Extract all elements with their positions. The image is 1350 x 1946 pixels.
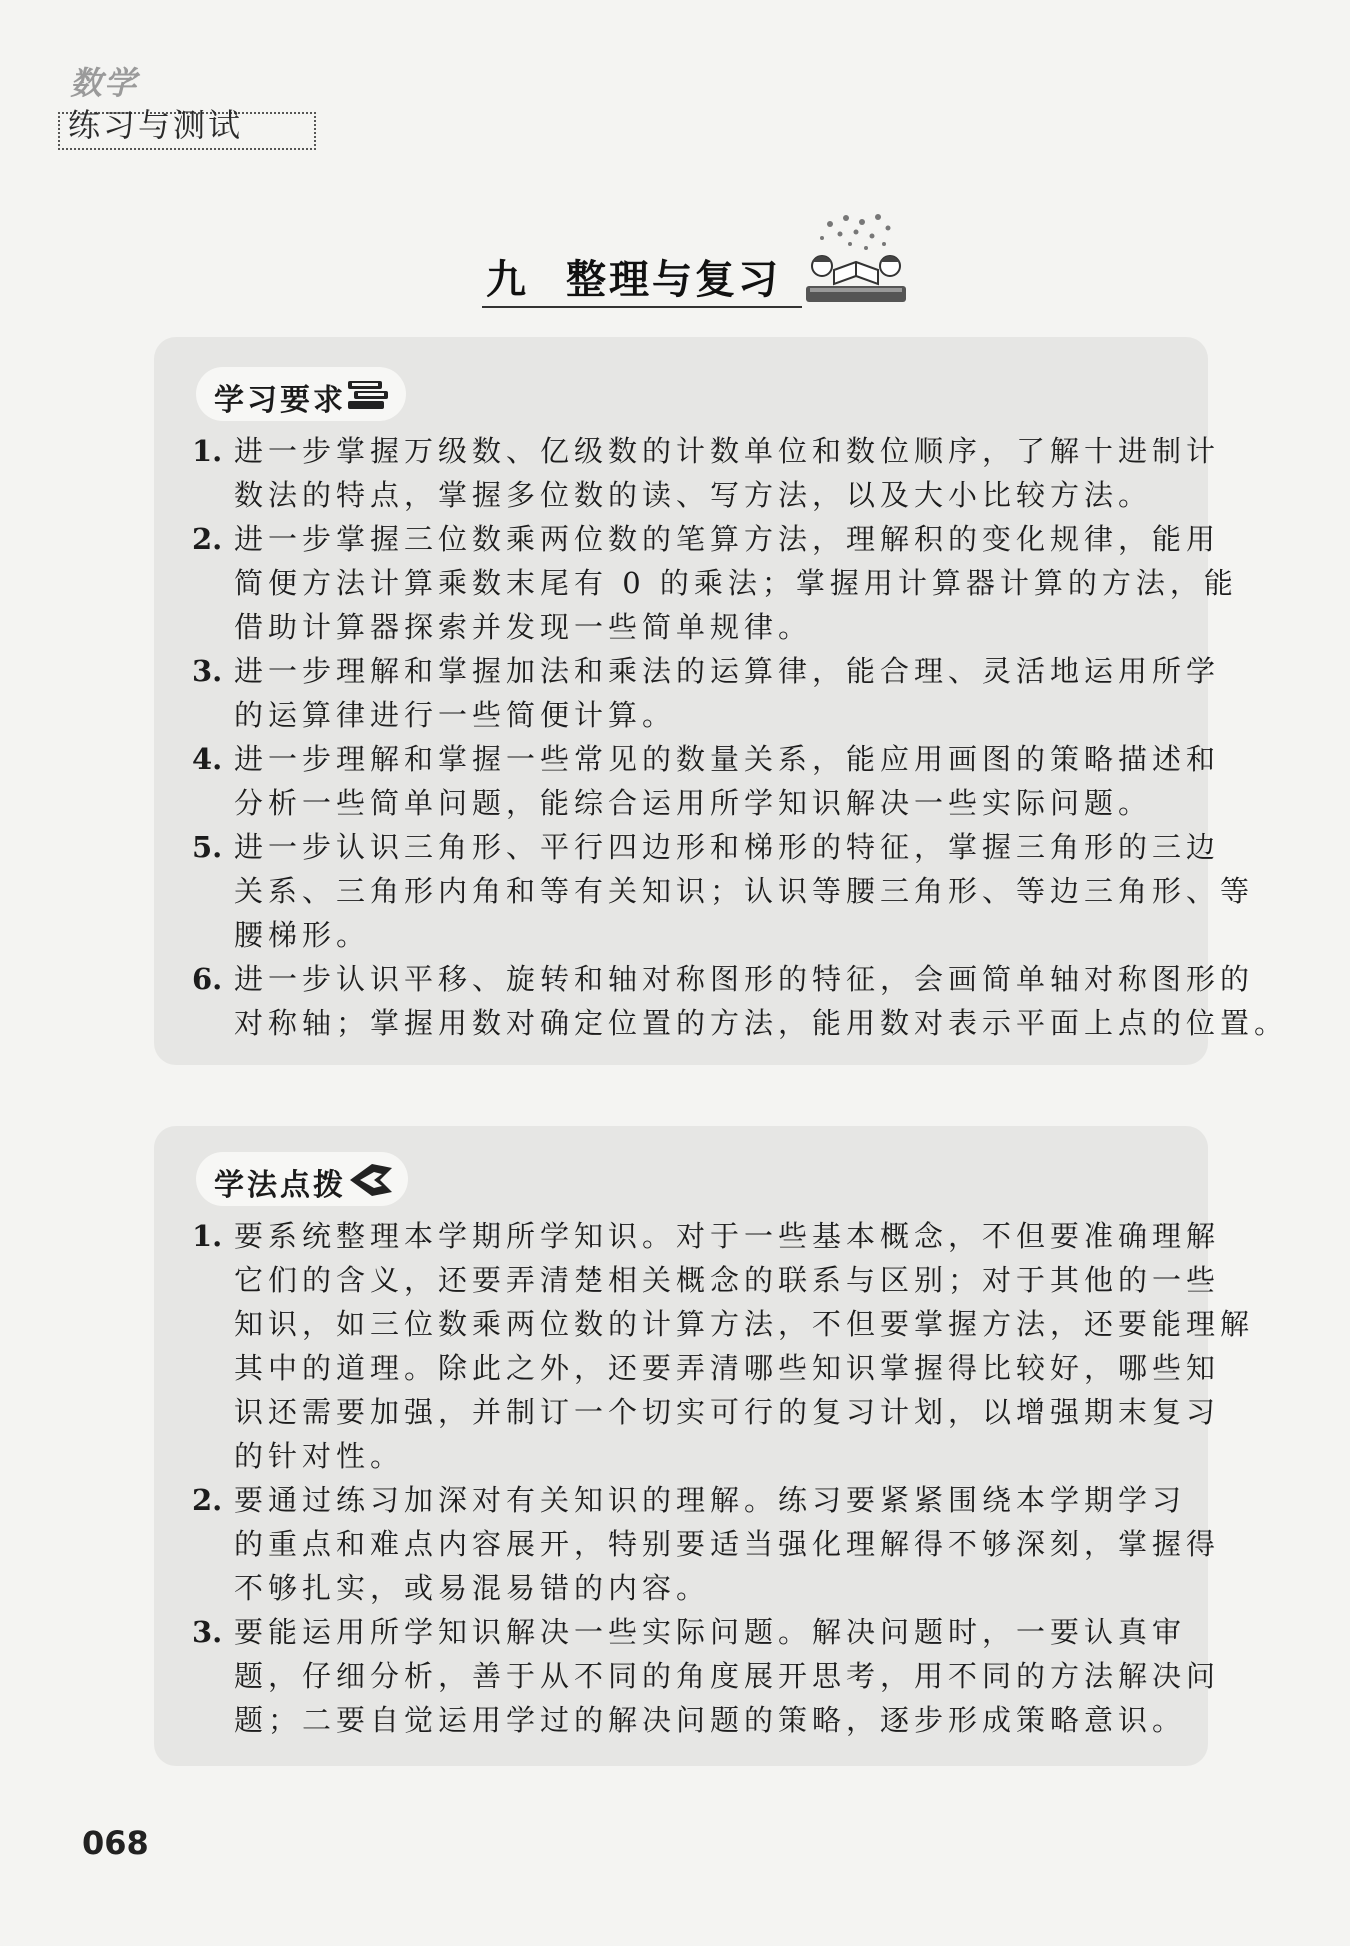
- requirements-list: [192, 429, 1289, 1045]
- list-item: 1. 要系统整理本学期所学知识。对于一些基本概念，不但要准确理解 它们的含义，还要弄清楚相关概念的联系与区别；对于其他的一些 知识，如三位数乘两位数的计算方法，不但要掌握方法，还要能理解 其中的道理。除此之外，还要弄清哪些知识掌握得比较好，哪些知 识还需要加强，并制订一个切实可行的复习计划，以增强期末复习 的针对性。: [192, 1219, 1255, 1473]
- list-item: 3. 要能运用所学知识解决一些实际问题。解决问题时，一要认真审 题，仔细分析，善于从不同的角度展开思考，用不同的方法解决问 题；二要自觉运用学过的解决问题的策略，逐步形成策略意识。: [192, 1615, 1221, 1737]
- list-item: 2. 进一步掌握三位数乘两位数的笔算方法，理解积的变化规律，能用 简便方法计算乘数末尾有 0 的乘法；掌握用计算器计算的方法，能 借助计算器探索并发现一些简单规律。: [192, 522, 1238, 644]
- book-header: [58, 54, 314, 146]
- arrow-hint-icon: [346, 1158, 396, 1200]
- children-reading-icon: [800, 212, 912, 310]
- tips-list: [192, 1214, 1255, 1742]
- list-item: 5. 进一步认识三角形、平行四边形和梯形的特征，掌握三角形的三边 关系、三角形内角和等有关知识；认识等腰三角形、等边三角形、等 腰梯形。: [192, 830, 1255, 952]
- book-title: 练习与测试: [68, 106, 244, 144]
- study-tips-heading: 学法点拨: [214, 1168, 346, 1203]
- study-tips-panel: [154, 1126, 1255, 1766]
- list-item: 2. 要通过练习加深对有关知识的理解。练习要紧紧围绕本学期学习 的重点和难点内容展开，特别要适当强化理解得不够深刻，掌握得 不够扎实，或易混易错的内容。: [192, 1483, 1221, 1605]
- chapter-number: 九: [486, 256, 526, 303]
- study-tips-tag: [196, 1152, 408, 1206]
- subject-label: 数学: [70, 64, 139, 102]
- list-item: 1. 进一步掌握万级数、亿级数的计数单位和数位顺序，了解十进制计 数法的特点，掌握多位数的读、写方法，以及大小比较方法。: [192, 434, 1221, 512]
- learning-requirements-tag: [196, 367, 406, 421]
- list-item: 6. 进一步认识平移、旋转和轴对称图形的特征，会画简单轴对称图形的 对称轴；掌握用数对确定位置的方法，能用数对表示平面上点的位置。: [192, 962, 1289, 1040]
- book-stack-icon: [344, 373, 392, 415]
- learning-requirements-panel: [154, 337, 1289, 1065]
- list-item: 4. 进一步理解和掌握一些常见的数量关系，能应用画图的策略描述和 分析一些简单问题，能综合运用所学知识解决一些实际问题。: [192, 742, 1221, 820]
- chapter-title: 整理与复习: [566, 256, 781, 303]
- chapter-underline: [482, 306, 802, 308]
- learning-requirements-heading: 学习要求: [214, 383, 346, 418]
- page-number: 068: [82, 1824, 149, 1862]
- chapter-heading: [478, 212, 918, 303]
- list-item: 3. 进一步理解和掌握加法和乘法的运算律，能合理、灵活地运用所学 的运算律进行一些简便计算。: [192, 654, 1221, 732]
